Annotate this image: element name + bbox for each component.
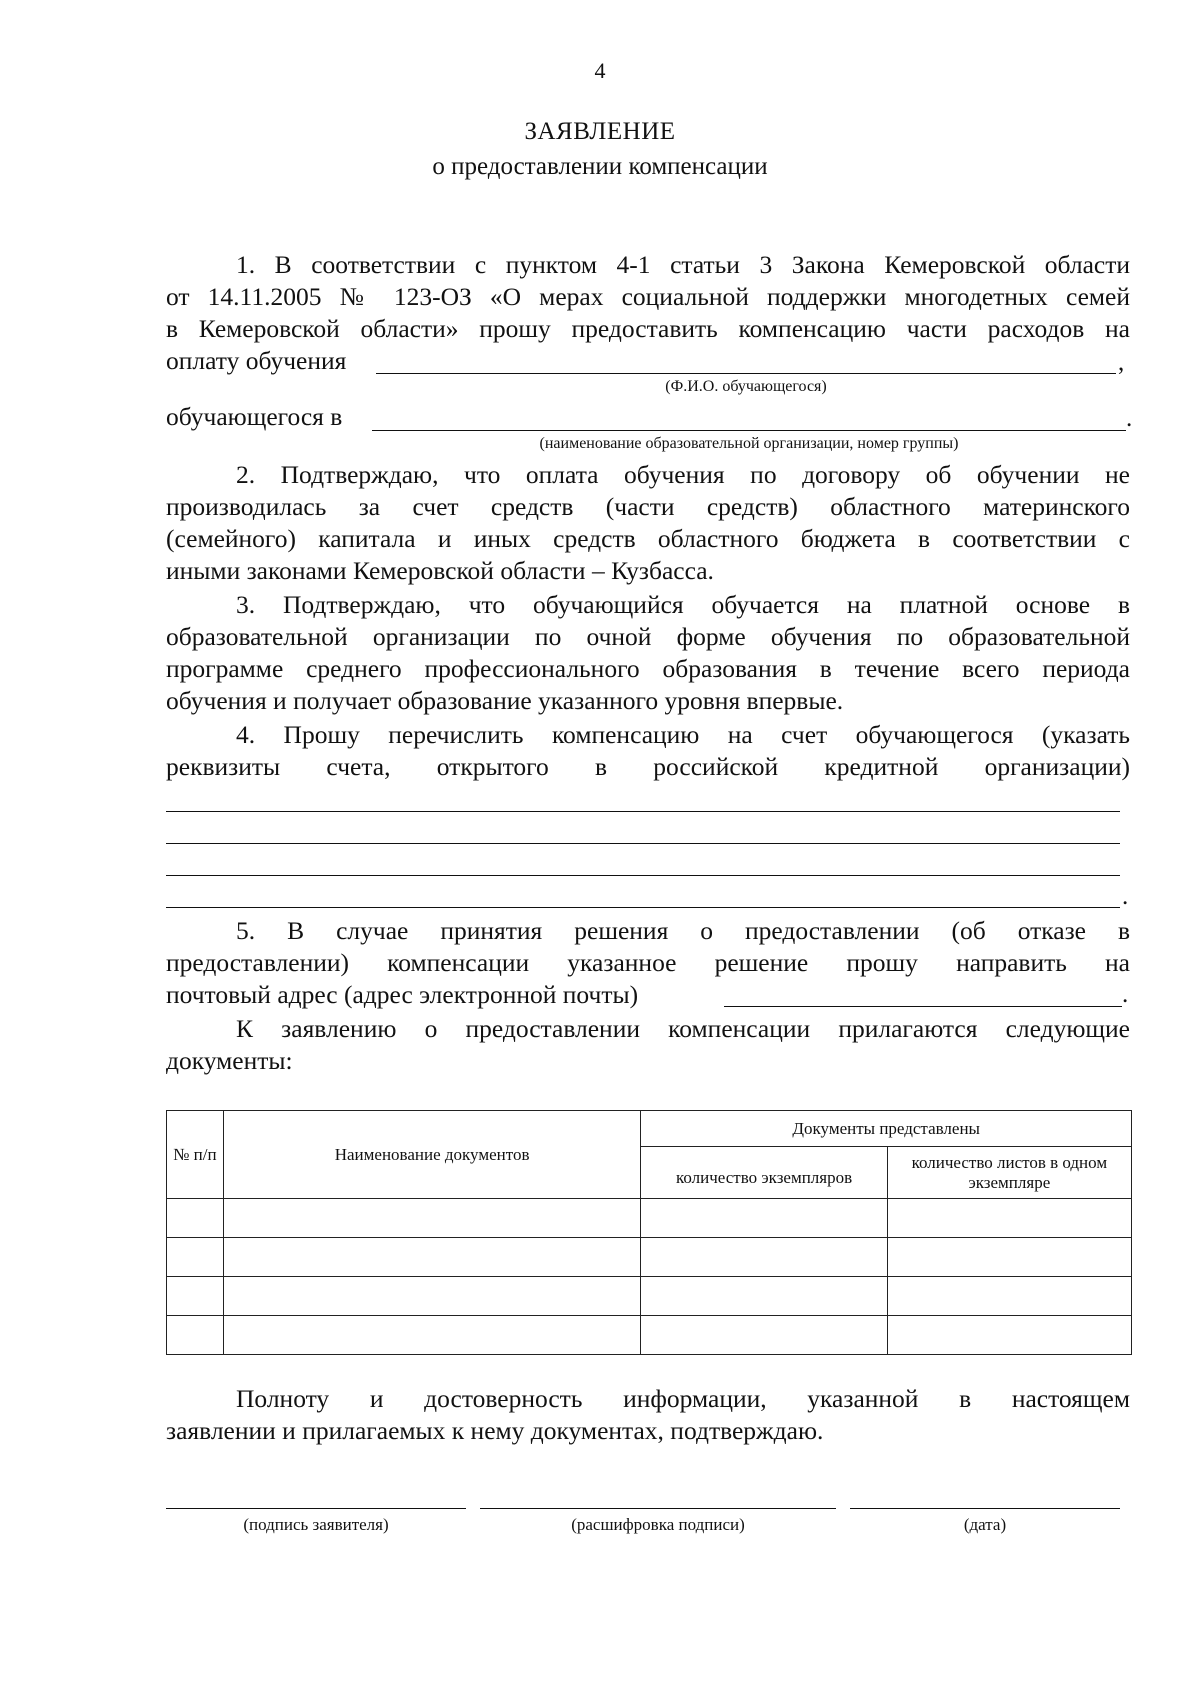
account-details-period: . <box>1122 883 1129 910</box>
header-copies-count: количество экземпляров <box>641 1147 887 1199</box>
table-cell[interactable] <box>641 1199 887 1238</box>
date-field[interactable] <box>850 1508 1120 1509</box>
table-cell[interactable] <box>167 1238 224 1277</box>
paragraph-3-line-4: обучения и получает образование указанного уровня впервые. <box>166 686 844 715</box>
table-cell[interactable] <box>223 1238 641 1277</box>
paragraph-1-line-3: в Кемеровской области» прошу предоставить компенсацию части расходов на <box>166 314 1130 343</box>
table-cell[interactable] <box>641 1238 887 1277</box>
paragraph-2-line-3: (семейного) капитала и иных средств областного бюджета в соответствии с <box>166 524 1130 553</box>
student-name-comma: , <box>1118 349 1125 376</box>
table-cell[interactable] <box>887 1238 1131 1277</box>
paragraph-2-line-1: 2. Подтверждаю, что оплата обучения по договору об обучении не <box>236 460 1130 489</box>
paragraph-2-line-2: производилась за счет средств (части средств) областного материнского <box>166 492 1130 521</box>
organization-caption: (наименование образовательной организации, номер группы) <box>539 435 959 452</box>
paragraph-4-line-2: реквизиты счета, открытого в российской кредитной организации) <box>166 752 1130 781</box>
table-row <box>167 1316 1132 1355</box>
paragraph-3-line-1: 3. Подтверждаю, что обучающийся обучается на платной основе в <box>236 590 1130 619</box>
table-cell[interactable] <box>167 1316 224 1355</box>
paragraph-5-line-1: 5. В случае принятия решения о предоставлении (об отказе в <box>236 916 1130 945</box>
postal-address-label: почтовый адрес (адрес электронной почты) <box>166 980 639 1009</box>
postal-address-field[interactable] <box>724 1006 1122 1007</box>
table-cell[interactable] <box>887 1316 1131 1355</box>
header-document-name: Наименование документов <box>223 1111 641 1199</box>
table-cell[interactable] <box>223 1316 641 1355</box>
table-cell[interactable] <box>887 1199 1131 1238</box>
table-cell[interactable] <box>641 1316 887 1355</box>
date-caption: (дата) <box>963 1515 1007 1534</box>
paragraph-4-line-1: 4. Прошу перечислить компенсацию на счет обучающегося (указать <box>236 720 1130 749</box>
table-row <box>167 1199 1132 1238</box>
paragraph-3-line-3: программе среднего профессионального образования в течение всего периода <box>166 654 1130 683</box>
table-cell[interactable] <box>223 1277 641 1316</box>
account-details-line-3[interactable] <box>166 875 1120 876</box>
account-details-line-1[interactable] <box>166 811 1120 812</box>
table-cell[interactable] <box>167 1277 224 1316</box>
paragraph-1-line-1: 1. В соответствии с пунктом 4-1 статьи 3 Закона Кемеровской области <box>236 250 1130 279</box>
paragraph-2-line-4: иными законами Кемеровской области – Кузбасса. <box>166 556 714 585</box>
signature-field[interactable] <box>166 1508 466 1509</box>
signature-name-field[interactable] <box>480 1508 836 1509</box>
table-header-row <box>167 1111 1132 1147</box>
table-cell[interactable] <box>167 1199 224 1238</box>
table-row <box>167 1238 1132 1277</box>
table-row <box>167 1277 1132 1316</box>
signature-caption: (подпись заявителя) <box>243 1515 389 1534</box>
page-number: 4 <box>594 58 606 83</box>
attachments-line-1: К заявлению о предоставлении компенсации прилагаются следующие <box>236 1014 1130 1043</box>
document-title: ЗАЯВЛЕНИЕ <box>524 118 676 145</box>
header-number: № п/п <box>167 1111 224 1199</box>
paragraph-1-line-2: от 14.11.2005 № 123-ОЗ «О мерах социальной поддержки многодетных семей <box>166 282 1130 311</box>
header-sheets-count: количество листов в одном экземпляре <box>887 1147 1131 1199</box>
paragraph-5-line-2: предоставлении) компенсации указанное решение прошу направить на <box>166 948 1130 977</box>
attachments-line-2: документы: <box>166 1046 293 1075</box>
account-details-line-2[interactable] <box>166 843 1120 844</box>
study-payment-label: оплату обучения <box>166 346 347 375</box>
confirmation-line-2: заявлении и прилагаемых к нему документах, подтверждаю. <box>166 1416 824 1445</box>
paragraph-3-line-2: образовательной организации по очной форме обучения по образовательной <box>166 622 1130 651</box>
table-cell[interactable] <box>641 1277 887 1316</box>
table-cell[interactable] <box>887 1277 1131 1316</box>
confirmation-line-1: Полноту и достоверность информации, указанной в настоящем <box>236 1384 1130 1413</box>
postal-address-period: . <box>1122 981 1129 1008</box>
organization-period: . <box>1126 405 1133 432</box>
documents-table <box>166 1110 1132 1355</box>
studying-in-label: обучающегося в <box>166 402 343 431</box>
student-name-caption: (Ф.И.О. обучающегося) <box>665 378 827 395</box>
document-subtitle: о предоставлении компенсации <box>432 153 768 180</box>
student-name-field[interactable] <box>376 373 1116 374</box>
header-documents-submitted: Документы представлены <box>641 1111 1132 1147</box>
signature-name-caption: (расшифровка подписи) <box>571 1515 745 1534</box>
paragraph-1-line-5 <box>166 401 1133 433</box>
organization-field[interactable] <box>372 430 1126 431</box>
table-cell[interactable] <box>223 1199 641 1238</box>
account-details-line-4[interactable] <box>166 907 1120 908</box>
